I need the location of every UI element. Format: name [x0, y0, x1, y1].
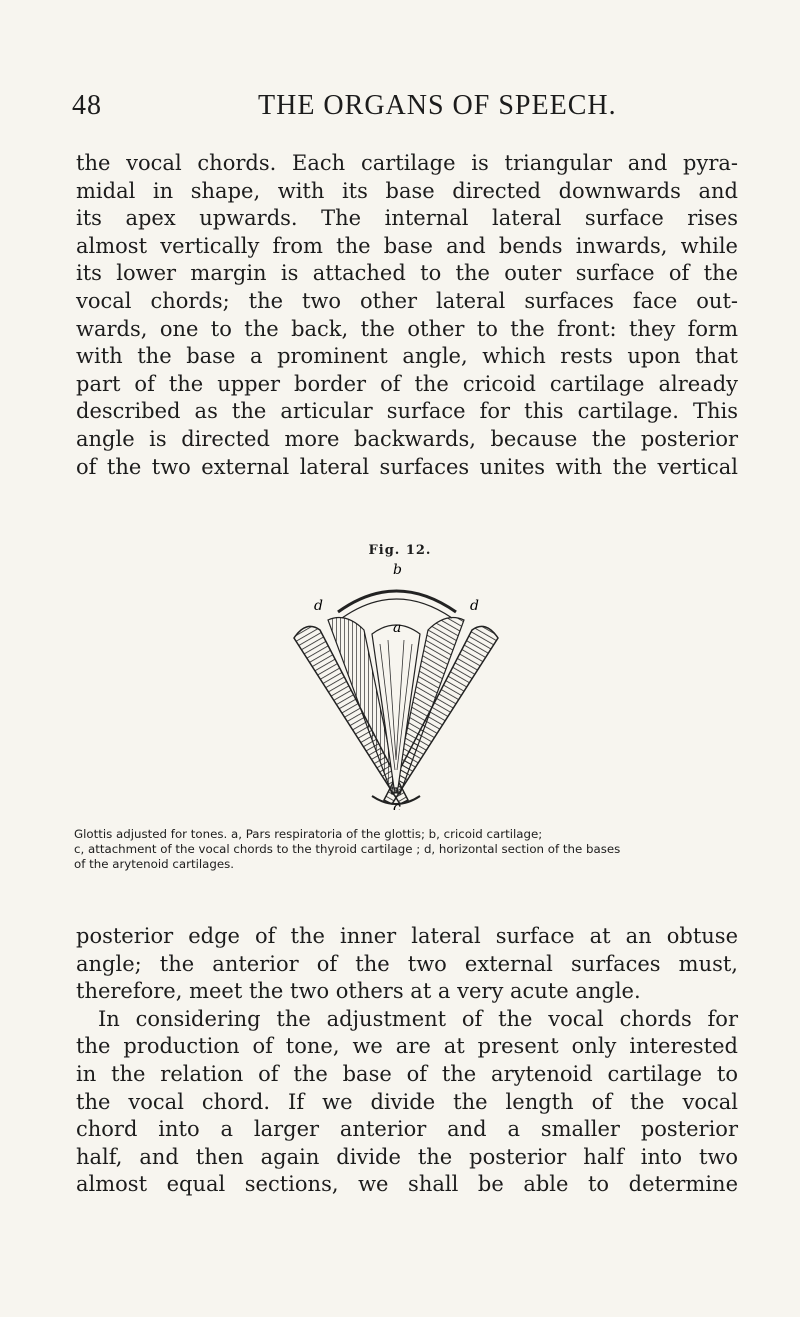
figure-letter-c: c — [393, 800, 401, 810]
text-line: the vocal chord. If we divide the length of the vocal — [76, 1089, 738, 1114]
text-line: of the two external lateral surfaces unites with the vertical — [76, 454, 738, 479]
text-line: the vocal chords. Each cartilage is triangular and pyra- — [76, 151, 738, 175]
text-line: half, and then again divide the posterior half into two — [76, 1144, 738, 1169]
figure-letter-d-left: d — [314, 598, 323, 614]
page-header — [0, 90, 800, 130]
text-line: wards, one to the back, the other to the front: they form — [76, 316, 738, 341]
text-line: in the relation of the base of the arytenoid cartilage to — [76, 1061, 738, 1086]
figure-letter-b: b — [393, 562, 402, 578]
paragraph-top — [76, 150, 738, 481]
text-line: therefore, meet the two others at a very acute angle. — [76, 979, 641, 1004]
glottis-illustration — [276, 560, 516, 810]
paragraph-bottom — [76, 923, 738, 1199]
text-line: midal in shape, with its base directed downwards and — [76, 178, 738, 203]
text-line: part of the upper border of the cricoid cartilage already — [76, 371, 738, 396]
figure-letter-d-right: d — [470, 598, 479, 614]
text-line: its lower margin is attached to the outer surface of the — [76, 261, 738, 286]
caption-line: Glottis adjusted for tones. a, Pars respiratoria of the glottis; b, cricoid cartilage; — [74, 827, 543, 841]
text-line: the production of tone, we are at present only interested — [76, 1034, 738, 1059]
text-line: almost vertically from the base and bends inwards, while — [76, 233, 738, 258]
text-line: with the base a prominent angle, which rests upon that — [76, 344, 738, 369]
text-line: angle; the anterior of the two external surfaces must, — [76, 951, 738, 976]
figure-letter-a: a — [393, 620, 402, 636]
figure-caption — [74, 827, 742, 873]
text-line: chord into a larger anterior and a smaller posterior — [76, 1117, 738, 1142]
page-number: 48 — [72, 90, 102, 121]
glottis-figure — [276, 560, 516, 810]
text-line: vocal chords; the two other lateral surfaces face out- — [76, 288, 738, 313]
figure-label: Fig. 12. — [368, 543, 432, 558]
text-line: In considering the adjustment of the vocal chords for — [98, 1006, 738, 1031]
caption-line: c, attachment of the vocal chords to the thyroid cartilage ; d, horizontal section of the bases — [74, 842, 621, 857]
caption-line: of the arytenoid cartilages. — [74, 857, 235, 872]
text-line: posterior edge of the inner lateral surface at an obtuse — [76, 924, 738, 948]
text-line: its apex upwards. The internal lateral surface rises — [76, 206, 738, 231]
text-line: almost equal sections, we shall be able to determine — [76, 1172, 738, 1197]
text-line: described as the articular surface for this cartilage. This — [76, 399, 738, 424]
text-line: angle is directed more backwards, because the posterior — [76, 426, 738, 451]
running-title: THE ORGANS OF SPEECH. — [258, 90, 617, 121]
